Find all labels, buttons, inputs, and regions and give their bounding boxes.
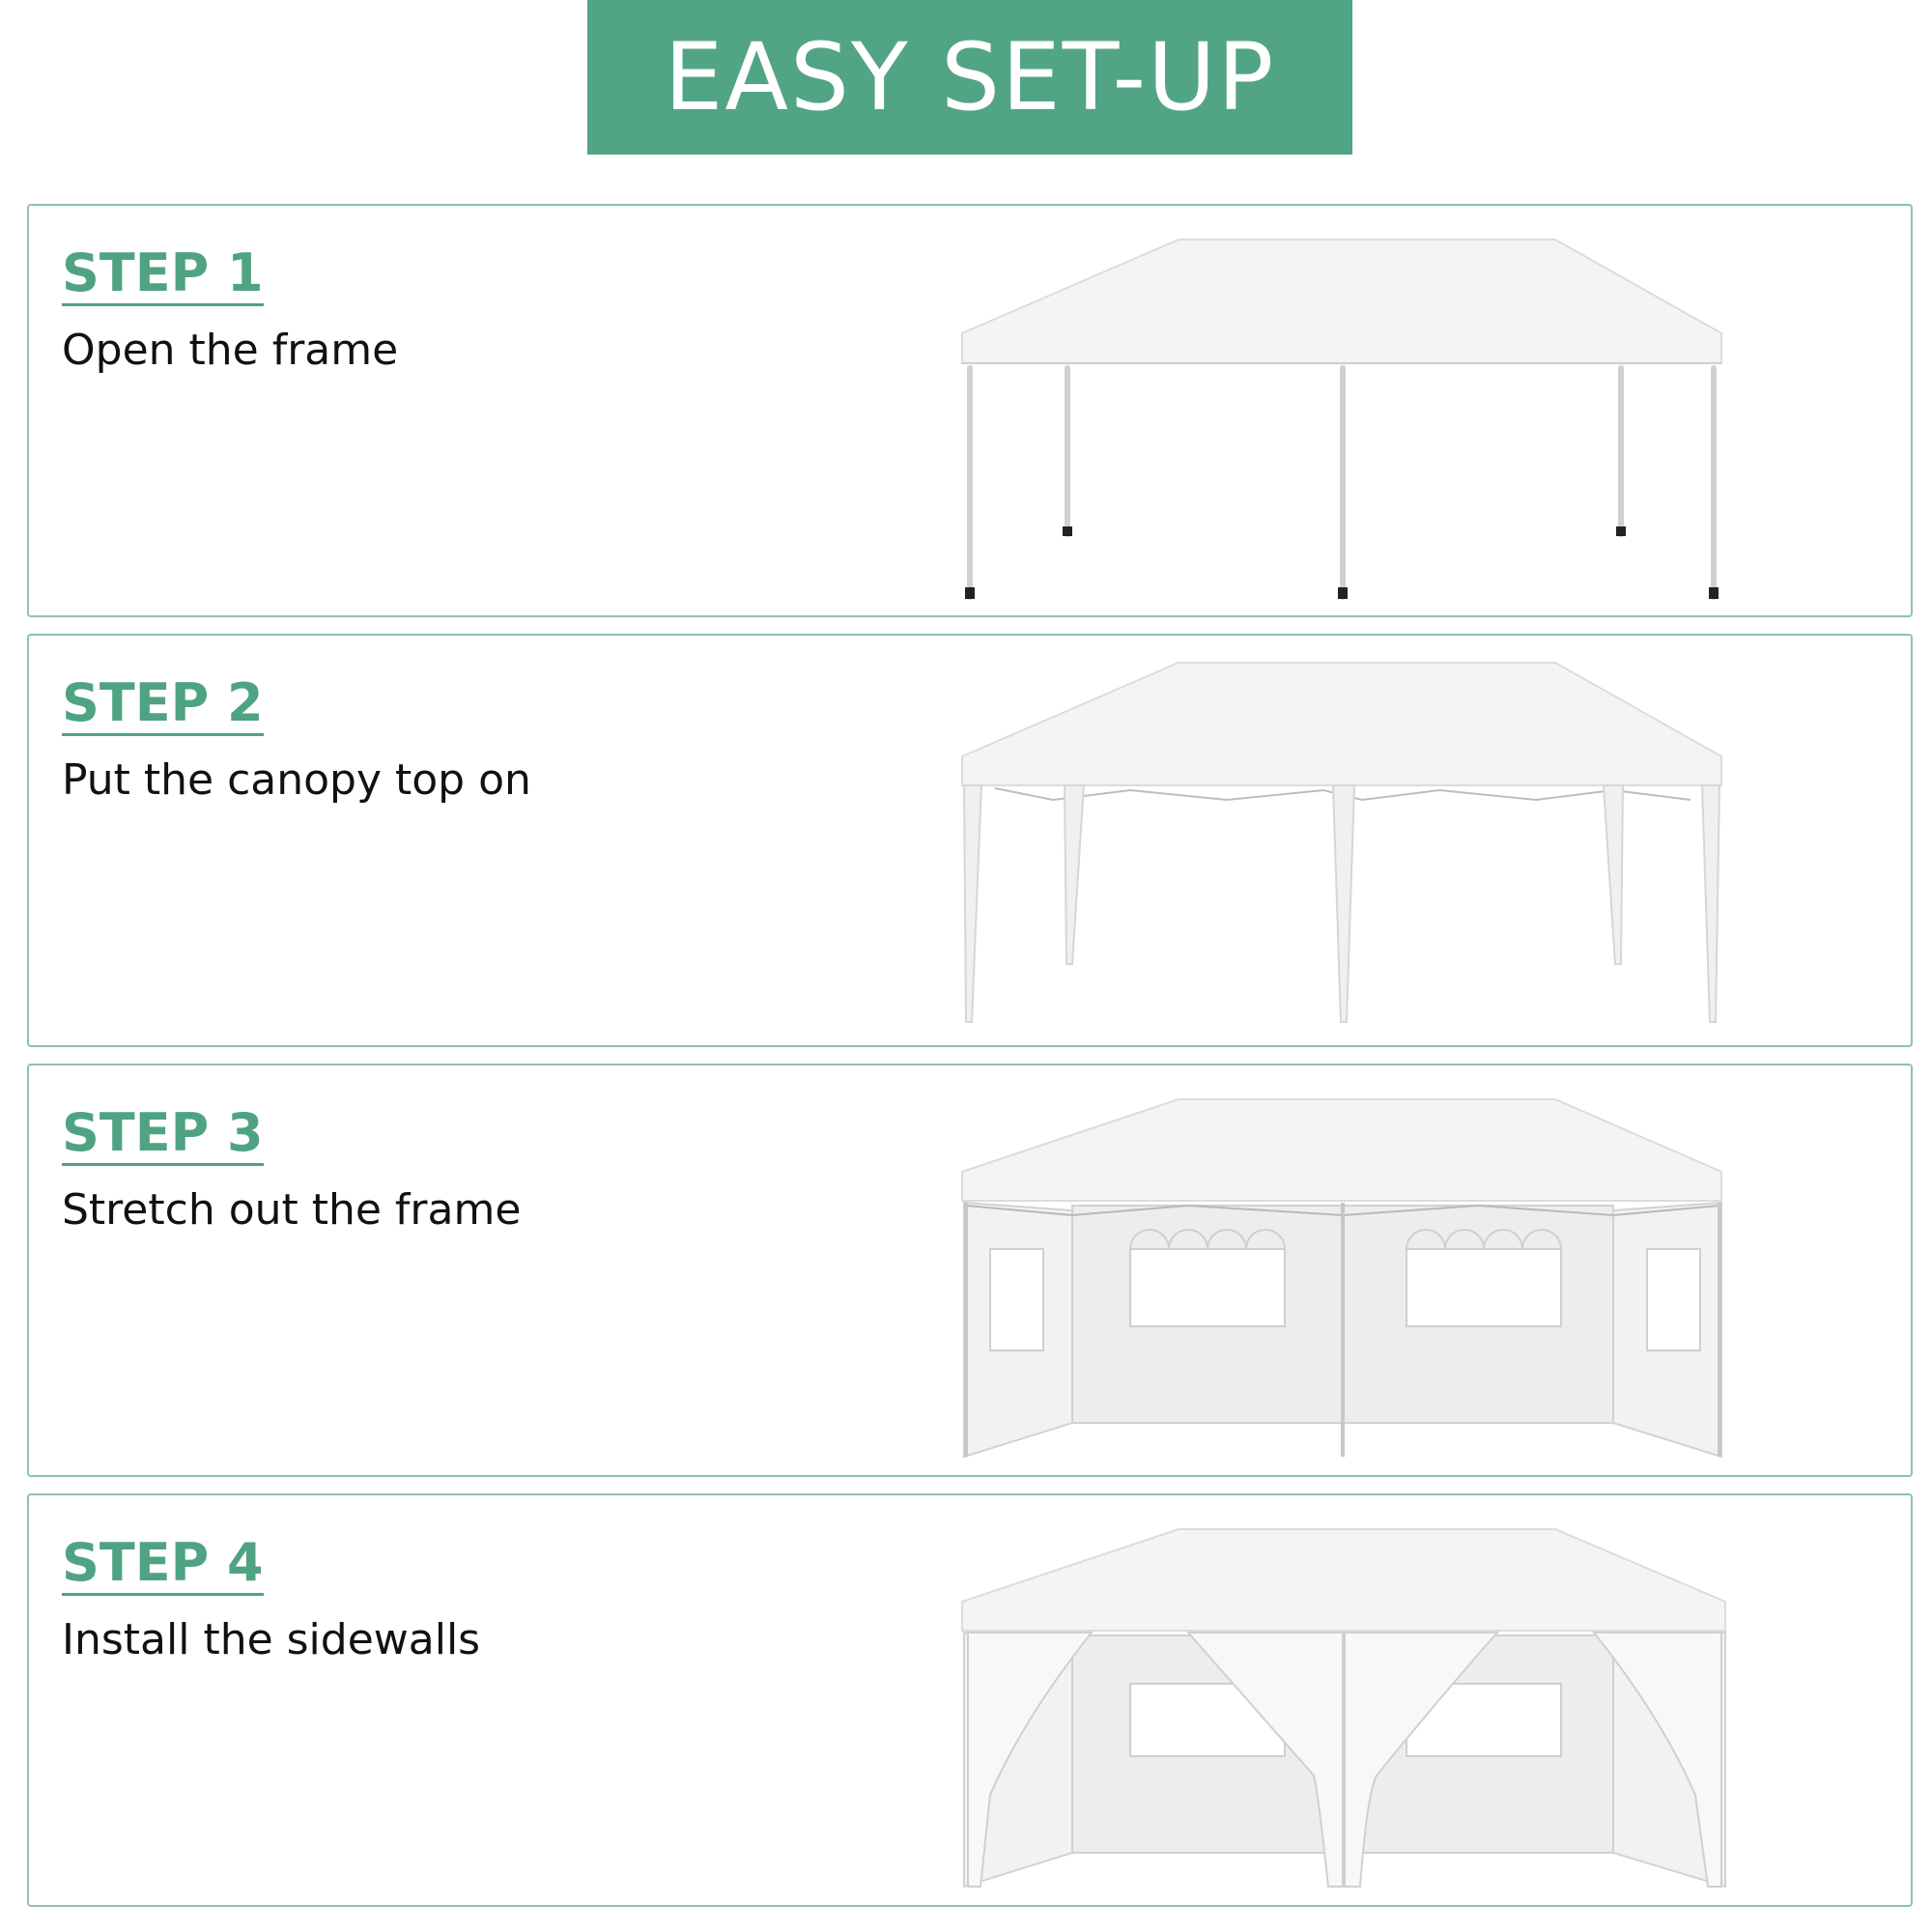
tent-canopy-icon [937,645,1806,1041]
tent-sidewalls-icon [937,1505,1806,1901]
step-card-3 [27,1064,1913,1477]
step-title: STEP 1 [62,246,264,306]
step-description: Install the sidewalls [62,1615,481,1664]
tent-frame-open-icon [937,215,1806,611]
step-title: STEP 2 [62,676,264,736]
header-banner [587,0,1352,155]
step-title: STEP 4 [62,1536,264,1596]
step-description: Open the frame [62,326,399,375]
step-description: Put the canopy top on [62,755,531,805]
page-title: EASY SET-UP [664,23,1276,131]
step-description: Stretch out the frame [62,1185,522,1235]
step-title: STEP 3 [62,1106,264,1166]
step-card-2 [27,634,1913,1047]
tent-frame-stretched-icon [937,1075,1806,1471]
step-card-1 [27,204,1913,617]
step-card-4 [27,1493,1913,1907]
